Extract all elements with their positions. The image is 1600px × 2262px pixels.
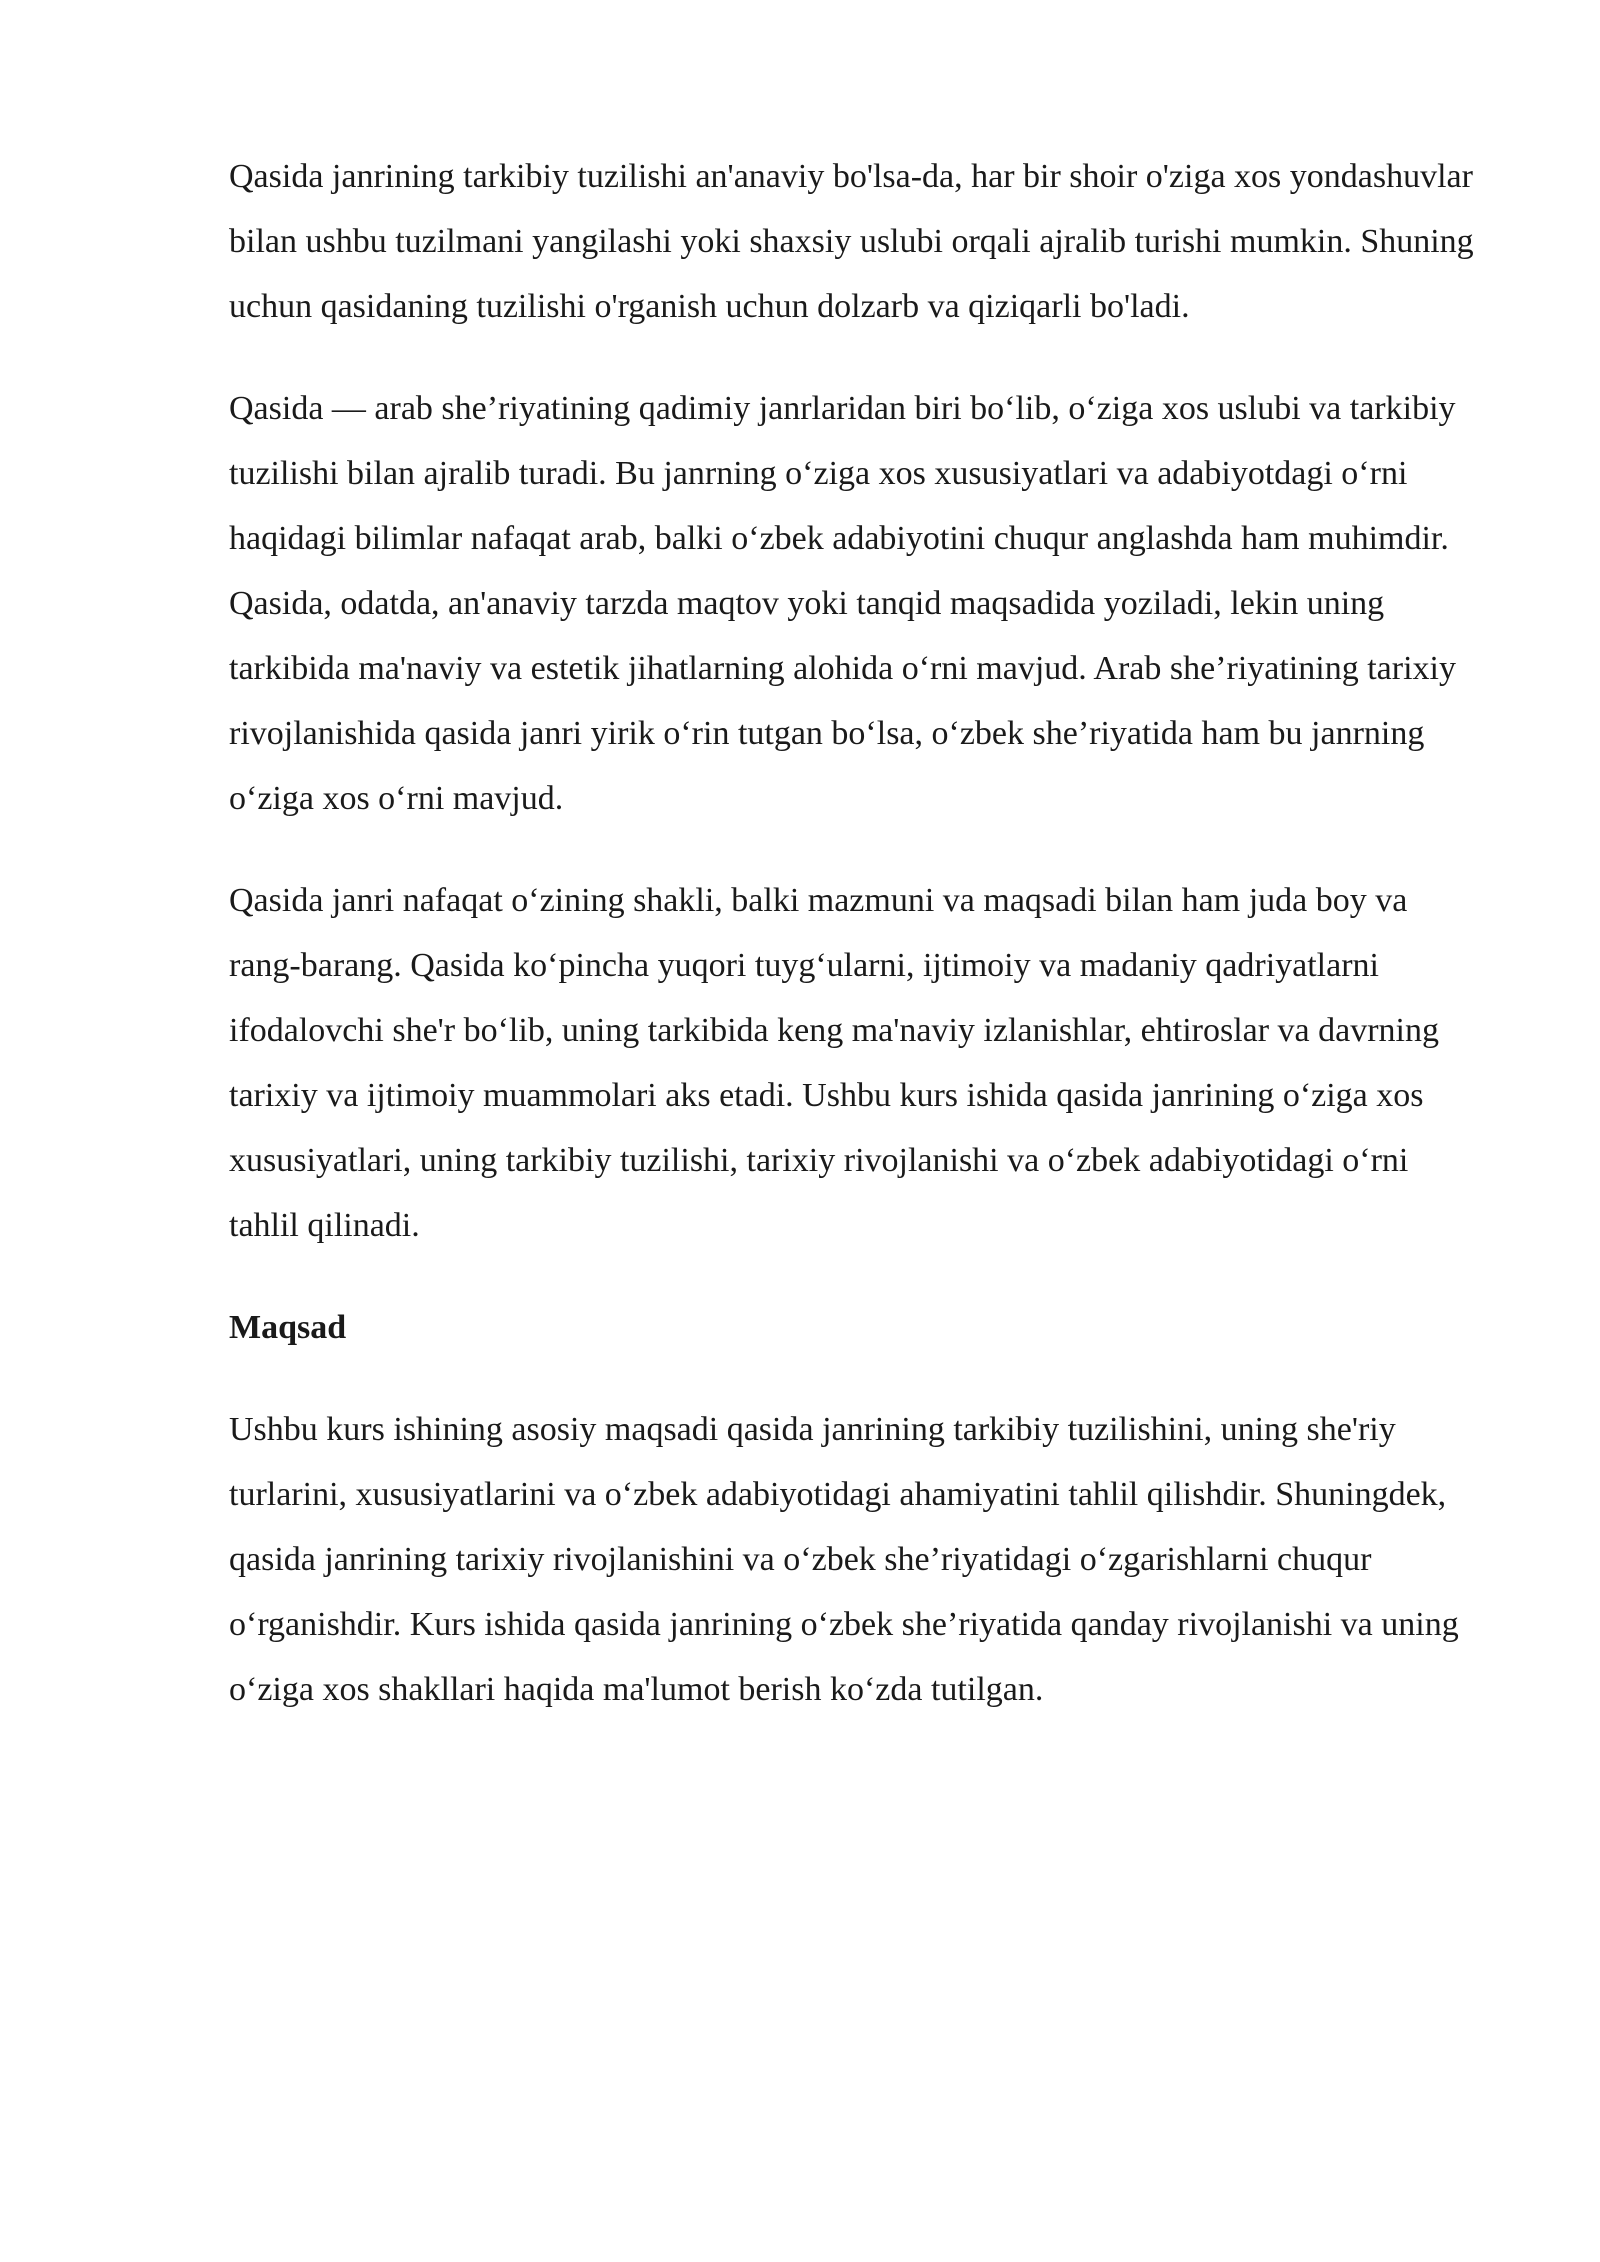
- goal-paragraph: Ushbu kurs ishining asosiy maqsadi qasida janrining tarkibiy tuzilishini, uning she'riy turlarini, xususiyatlarini va o‘zbek adabiyotidagi ahamiyatini tahlil qilishdir. Shuningdek, qasida janrining tarixiy rivojlanishini va o‘zbek she’riyatidagi o‘zgarishlarni chuqur o‘rganishdir. Kurs ishida qasida janrining o‘zbek she’riyatida qanday rivojlanishi va uning o‘ziga xos shakllari haqida ma'lumot berish ko‘zda tutilgan.: [229, 1411, 1459, 1708]
- qasida-definition-paragraph: Qasida — arab she’riyatining qadimiy janrlaridan biri bo‘lib, o‘ziga xos uslubi va tarkibiy tuzilishi bilan ajralib turadi. Bu janrning o‘ziga xos xususiyatlari va adabiyotdagi o‘rni haqidagi bilimlar nafaqat arab, balki o‘zbek adabiyotini chuqur anglashda ham muhimdir. Qasida, odatda, an'anaviy tarzda maqtov yoki tanqid maqsadida yoziladi, lekin uning tarkibida ma'naviy va estetik jihatlarning alohida o‘rni mavjud. Arab she’riyatining tarixiy rivojlanishida qasida janri yirik o‘rin tutgan bo‘lsa, o‘zbek she’riyatida ham bu janrning o‘ziga xos o‘rni mavjud.: [229, 390, 1456, 817]
- qasida-content-paragraph: Qasida janri nafaqat o‘zining shakli, balki mazmuni va maqsadi bilan ham juda boy va rang-barang. Qasida ko‘pincha yuqori tuyg‘ularni, ijtimoiy va madaniy qadriyatlarni ifodalovchi she'r bo‘lib, uning tarkibida keng ma'naviy izlanishlar, ehtiroslar va davrning tarixiy va ijtimoiy muammolari aks etadi. Ushbu kurs ishida qasida janrining o‘ziga xos xususiyatlari, uning tarkibiy tuzilishi, tarixiy rivojlanishi va o‘zbek adabiyotidagi o‘rni tahlil qilinadi.: [229, 882, 1440, 1244]
- intro-paragraph: Qasida janrining tarkibiy tuzilishi an'anaviy bo'lsa-da, har bir shoir o'ziga xos yondashuvlar bilan ushbu tuzilmani yangilashi yoki shaxsiy uslubi orqali ajralib turishi mumkin. Shuning uchun qasidaning tuzilishi o'rganish uchun dolzarb va qiziqarli bo'ladi.: [229, 158, 1474, 325]
- section-heading: Maqsad: [229, 1309, 347, 1346]
- document-body: [229, 144, 1484, 1759]
